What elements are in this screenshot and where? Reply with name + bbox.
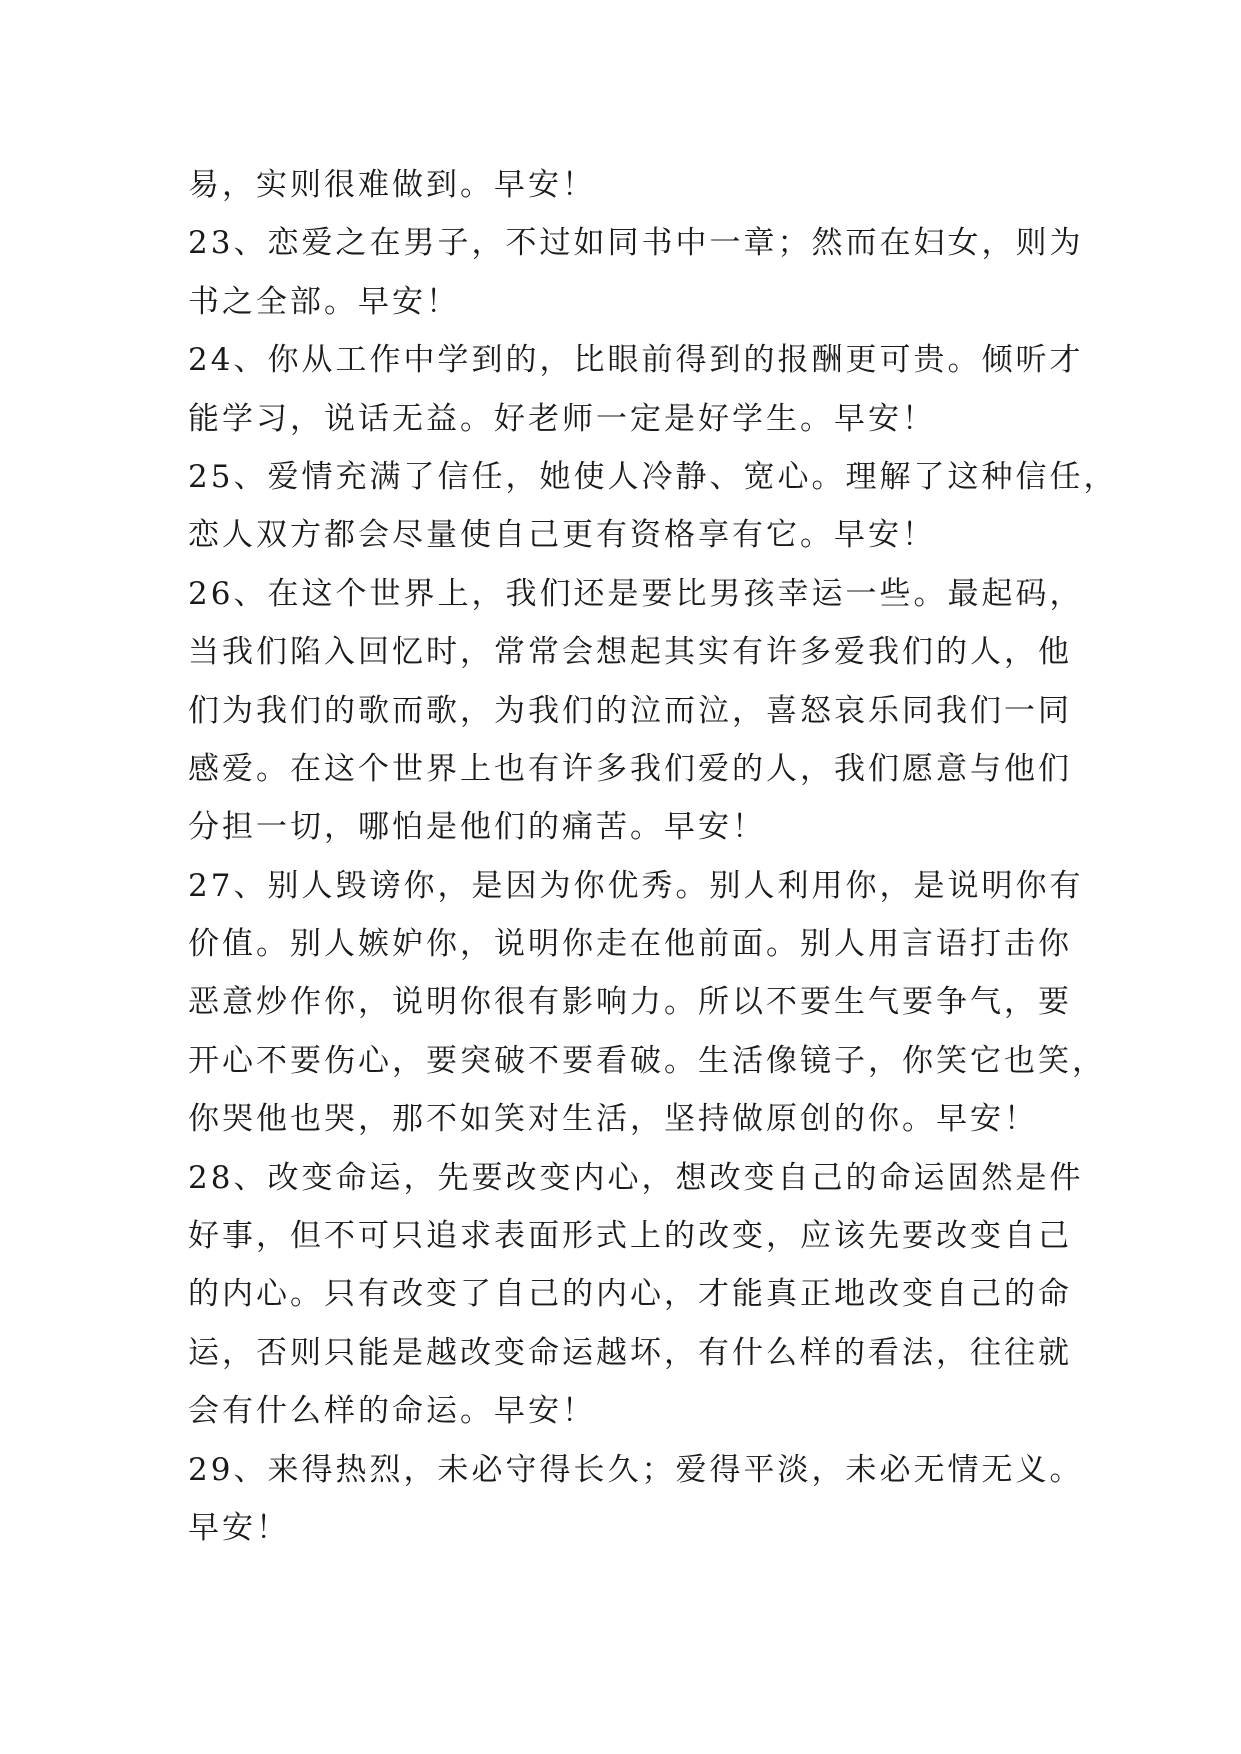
text-line: 的内心。只有改变了自己的内心，才能真正地改变自己的命 — [188, 1276, 1072, 1313]
text-line: 27、别人毁谤你，是因为你优秀。别人利用你，是说明你有 — [188, 867, 1084, 904]
text-line: 们为我们的歌而歌，为我们的泣而泣，喜怒哀乐同我们一同 — [188, 692, 1072, 729]
text-line: 早安！ — [188, 1509, 290, 1546]
text-line: 能学习，说话无益。好老师一定是好学生。早安！ — [188, 400, 936, 437]
text-line: 26、在这个世界上，我们还是要比男孩幸运一些。最起码， — [188, 575, 1084, 612]
text-line: 好事，但不可只追求表面形式上的改变，应该先要改变自己 — [188, 1218, 1072, 1255]
text-line: 25、爱情充满了信任，她使人冷静、宽心。理解了这种信任， — [188, 458, 1118, 495]
text-line: 28、改变命运，先要改变内心，想改变自己的命运固然是件 — [188, 1159, 1084, 1196]
text-line: 书之全部。早安！ — [188, 283, 460, 320]
text-line: 开心不要伤心，要突破不要看破。生活像镜子，你笑它也笑， — [188, 1042, 1106, 1079]
text-line: 24、你从工作中学到的，比眼前得到的报酬更可贵。倾听才 — [188, 342, 1084, 379]
text-line: 当我们陷入回忆时，常常会想起其实有许多爱我们的人，他 — [188, 634, 1072, 671]
text-line: 恋人双方都会尽量使自己更有资格享有它。早安！ — [188, 517, 936, 554]
text-line: 价值。别人嫉妒你，说明你走在他前面。别人用言语打击你 — [188, 926, 1072, 963]
text-line: 易，实则很难做到。早安！ — [188, 167, 596, 203]
text-line: 恶意炒作你，说明你很有影响力。所以不要生气要争气，要 — [188, 984, 1072, 1021]
text-line: 会有什么样的命运。早安！ — [188, 1393, 596, 1430]
text-line: 29、来得热烈，未必守得长久；爱得平淡，未必无情无义。 — [188, 1451, 1084, 1488]
text-line: 感爱。在这个世界上也有许多我们爱的人，我们愿意与他们 — [188, 750, 1072, 787]
body-text — [188, 156, 1118, 1557]
text-line: 分担一切，哪怕是他们的痛苦。早安！ — [188, 809, 766, 846]
text-line: 你哭他也哭，那不如笑对生活，坚持做原创的你。早安！ — [188, 1101, 1038, 1138]
text-line: 23、恋爱之在男子，不过如同书中一章；然而在妇女，则为 — [188, 225, 1084, 262]
text-line: 运，否则只能是越改变命运越坏，有什么样的看法，往往就 — [188, 1334, 1072, 1371]
